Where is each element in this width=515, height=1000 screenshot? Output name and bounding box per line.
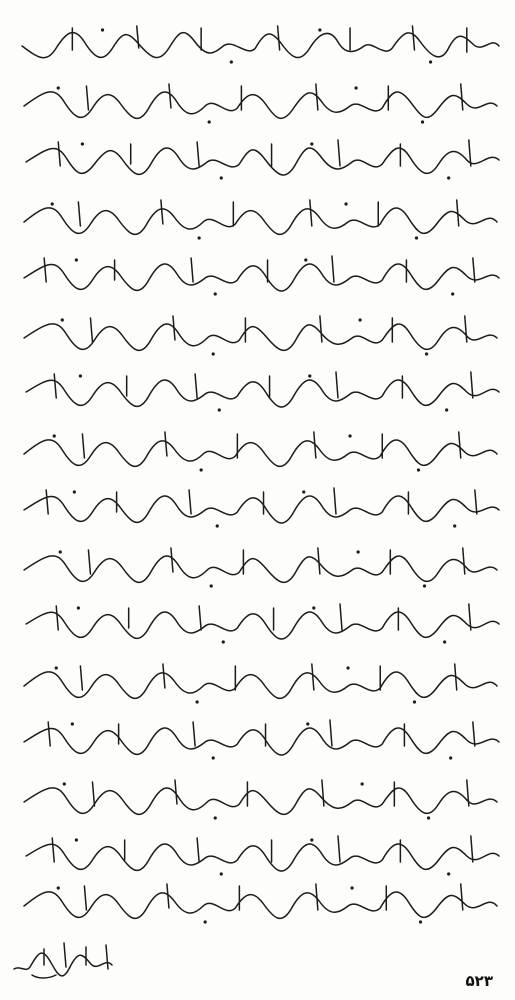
manuscript-line-16: [18, 876, 501, 930]
manuscript-line-3: [18, 134, 501, 188]
manuscript-line-14: [18, 772, 501, 826]
manuscript-line-1: [18, 18, 501, 72]
manuscript-line-8: [18, 424, 501, 478]
manuscript-line-11: [18, 598, 501, 652]
handwritten-signature: [8, 935, 118, 985]
manuscript-line-12: [18, 656, 501, 710]
manuscript-line-5: [18, 250, 501, 304]
manuscript-line-6: [18, 308, 501, 362]
manuscript-line-7: [18, 366, 501, 420]
manuscript-line-9: [18, 482, 501, 536]
manuscript-line-13: [18, 714, 501, 768]
manuscript-line-2: [18, 76, 501, 130]
manuscript-line-10: [18, 540, 501, 594]
page-number: ۵۲۳: [465, 972, 493, 990]
manuscript-line-4: [18, 192, 501, 246]
